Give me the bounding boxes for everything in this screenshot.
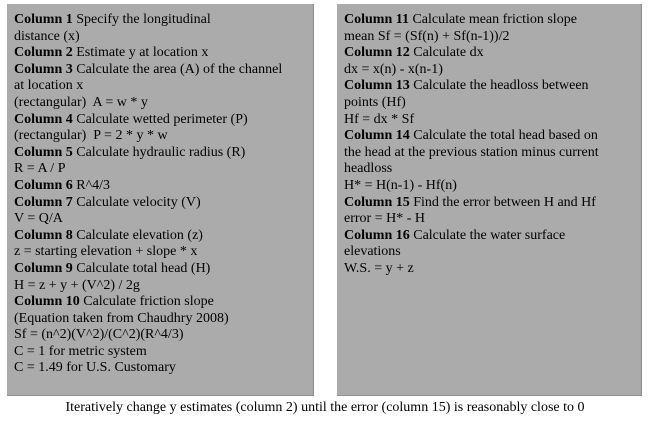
- instruction-line: dx = x(n) - x(n-1): [344, 61, 443, 77]
- column-label: Column 7: [14, 194, 73, 210]
- column-label: Column 8: [14, 227, 73, 243]
- instruction-line: Column 6 R^4/3: [14, 177, 111, 193]
- instruction-line: (rectangular) A = w * y: [14, 94, 148, 110]
- instruction-line: Column 10 Calculate friction slope: [14, 294, 214, 310]
- column-label: Column 6: [14, 177, 73, 193]
- column-label: Column 4: [14, 111, 73, 127]
- instruction-line: Column 11 Calculate mean friction slope: [344, 12, 577, 27]
- column-label: Column 14: [344, 128, 410, 144]
- column-label: Column 1: [14, 12, 73, 27]
- instruction-line: Column 15 Find the error between H and Hf: [344, 194, 596, 210]
- instruction-line: (rectangular) P = 2 * y * w: [14, 128, 168, 144]
- instruction-line: Column 14 Calculate the total head based on: [344, 128, 598, 144]
- instruction-line: the head at the previous station minus current: [344, 144, 599, 160]
- instruction-line: Column 8 Calculate elevation (z): [14, 227, 203, 243]
- instruction-line: W.S. = y + z: [344, 260, 414, 276]
- column-label: Column 11: [344, 12, 409, 27]
- instruction-line: Column 2 Estimate y at location x: [14, 45, 209, 61]
- instruction-line: C = 1 for metric system: [14, 343, 147, 359]
- instruction-line: H = z + y + (V^2) / 2g: [14, 277, 140, 293]
- instruction-line: Column 9 Calculate total head (H): [14, 260, 211, 276]
- instruction-line: at location x: [14, 78, 84, 94]
- column-label: Column 10: [14, 294, 80, 310]
- column-label: Column 5: [14, 144, 73, 160]
- instruction-line: Column 4 Calculate wetted perimeter (P): [14, 111, 248, 127]
- instruction-line: Column 5 Calculate hydraulic radius (R): [14, 144, 246, 160]
- instruction-line: C = 1.49 for U.S. Customary: [14, 360, 176, 376]
- instruction-line: Column 16 Calculate the water surface: [344, 227, 566, 243]
- instruction-line: elevations: [344, 244, 401, 260]
- column-label: Column 9: [14, 260, 73, 276]
- instruction-line: Column 3 Calculate the area (A) of the channel: [14, 61, 283, 77]
- instruction-line: points (Hf): [344, 94, 406, 110]
- instruction-line: Hf = dx * Sf: [344, 111, 415, 127]
- instruction-line: Column 13 Calculate the headloss between: [344, 78, 589, 94]
- instruction-line: Column 1 Specify the longitudinal: [14, 12, 211, 27]
- instruction-line: Sf = (n^2)(V^2)/(C^2)(R^4/3): [14, 327, 184, 343]
- column-label: Column 16: [344, 227, 410, 243]
- instructions-box-columns-11-16: [337, 4, 642, 396]
- column-label: Column 15: [344, 194, 410, 210]
- instructions-box-columns-1-10: [7, 4, 314, 396]
- instruction-line: H* = H(n-1) - Hf(n): [344, 177, 457, 193]
- instruction-line: R = A / P: [14, 161, 66, 177]
- instruction-line: distance (x): [14, 28, 80, 44]
- instruction-line: (Equation taken from Chaudhry 2008): [14, 310, 229, 326]
- instruction-line: Column 7 Calculate velocity (V): [14, 194, 201, 210]
- instruction-line: mean Sf = (Sf(n) + Sf(n-1))/2: [344, 28, 510, 44]
- column-label: Column 3: [14, 61, 73, 77]
- instruction-line: Column 12 Calculate dx: [344, 45, 484, 61]
- column-label: Column 13: [344, 78, 410, 94]
- instruction-line: z = starting elevation + slope * x: [14, 244, 198, 260]
- instruction-line: V = Q/A: [14, 211, 63, 227]
- instruction-line: error = H* - H: [344, 211, 425, 227]
- iteration-note: Iteratively change y estimates (column 2) until the error (column 15) is reasonably close to 0: [65, 400, 585, 415]
- column-label: Column 2: [14, 45, 73, 61]
- instruction-line: headloss: [344, 161, 393, 177]
- column-label: Column 12: [344, 45, 410, 61]
